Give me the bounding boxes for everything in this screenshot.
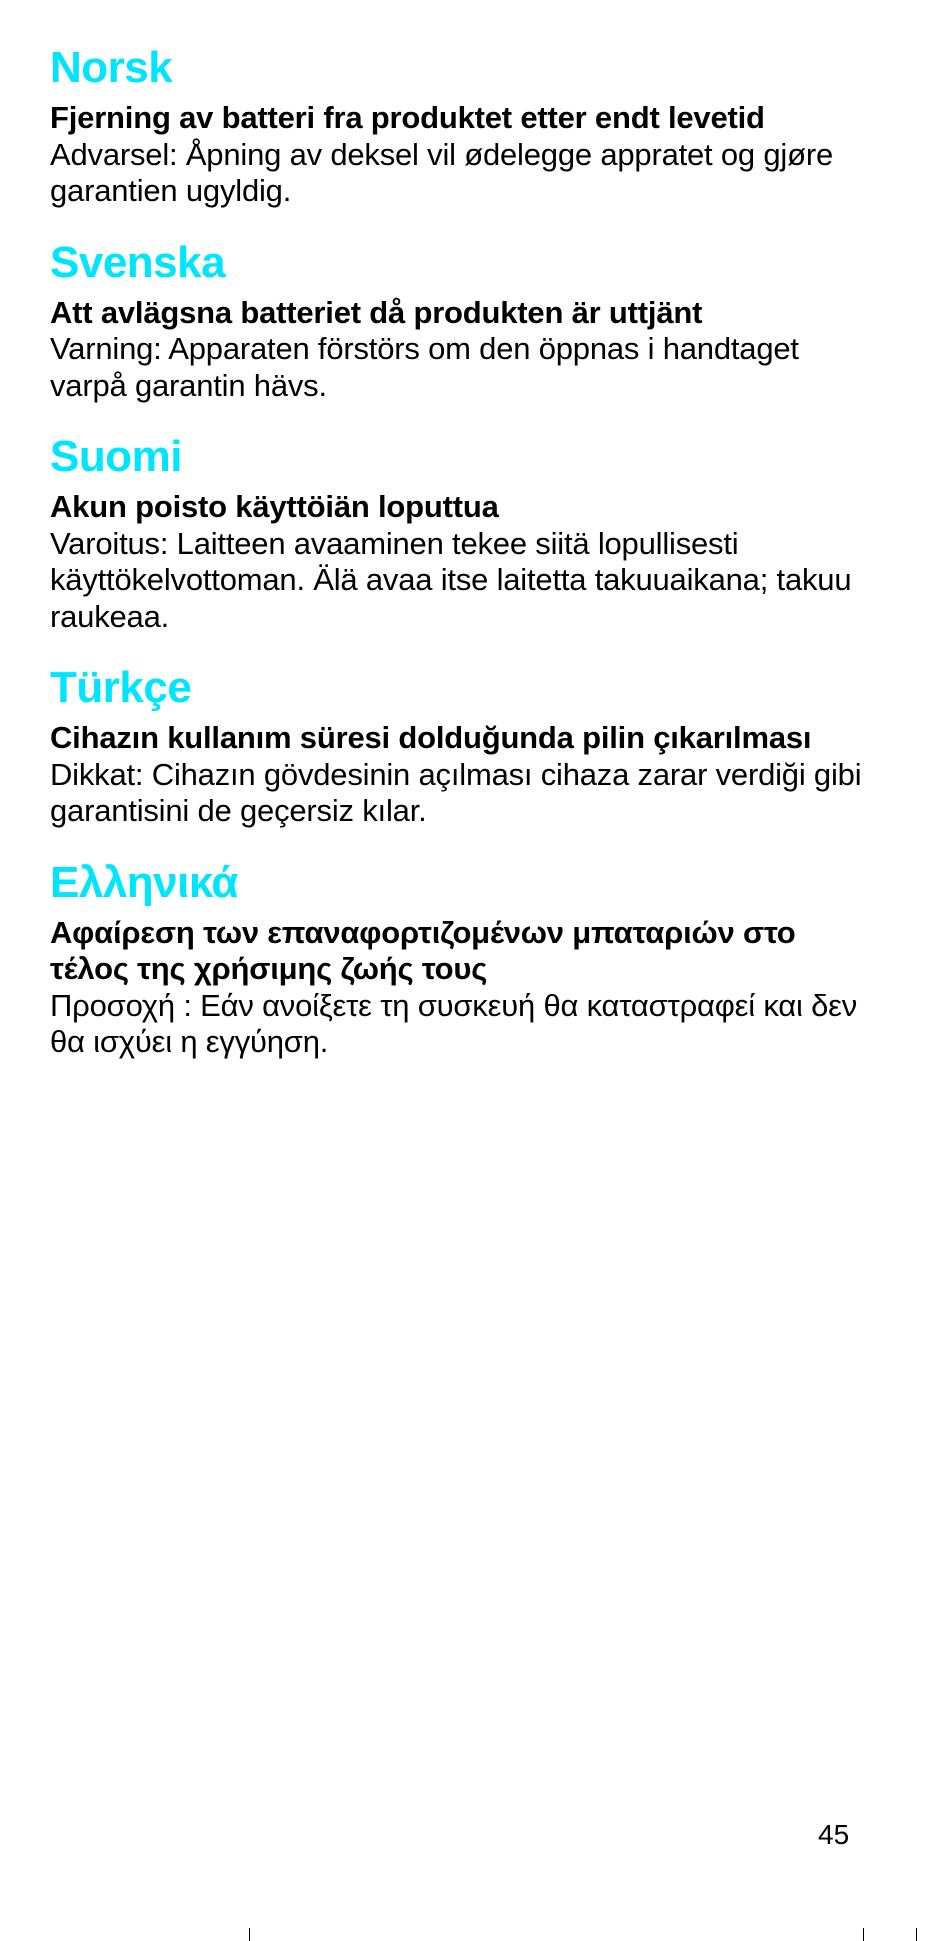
section-norsk <box>50 40 870 210</box>
language-heading: Norsk <box>50 43 173 92</box>
section-ellinika <box>50 855 870 1061</box>
language-heading: Ελληνικά <box>50 857 238 907</box>
document-page <box>50 40 870 1086</box>
section-body: Varoitus: Laitteen avaaminen tekee siitä lopullisesti käyttökelvottoman. Älä avaa itse laitetta takuuaikana; takuu raukeaa. <box>50 525 852 634</box>
section-body: Dikkat: Cihazın gövdesinin açılması cihaza zarar verdiği gibi garantisini de geçersiz kılar. <box>50 756 862 828</box>
section-body: Advarsel: Åpning av deksel vil ødelegge appratet og gjøre garantien ugyldig. <box>50 136 834 208</box>
crop-mark <box>863 1928 864 1941</box>
page-number: 45 <box>818 1819 850 1850</box>
crop-mark <box>916 1928 917 1941</box>
language-heading: Svenska <box>50 237 226 287</box>
section-subtitle: Αφαίρεση των επαναφορτιζομένων μπαταριών στο τέλος της χρήσιμης ζωής τους <box>50 914 796 986</box>
section-subtitle: Akun poisto käyttöiän loputtua <box>50 489 499 524</box>
section-svenska <box>50 235 870 405</box>
language-heading: Türkçe <box>50 663 192 712</box>
section-subtitle: Cihazın kullanım süresi dolduğunda pilin çıkarılması <box>50 720 812 755</box>
section-subtitle: Fjerning av batteri fra produktet etter endt levetid <box>50 100 765 135</box>
section-subtitle: Att avlägsna batteriet då produkten är uttjänt <box>50 294 703 330</box>
language-heading: Suomi <box>50 432 182 481</box>
section-suomi <box>50 429 870 635</box>
section-body: Προσοχή : Εάν ανοίξετε τη συσκευή θα καταστραφεί και δεν θα ισχύει η εγγύηση. <box>50 987 858 1059</box>
crop-mark <box>249 1928 250 1941</box>
section-body: Varning: Apparaten förstörs om den öppnas i handtaget varpå garantin hävs. <box>50 331 799 403</box>
section-turkce <box>50 660 870 830</box>
